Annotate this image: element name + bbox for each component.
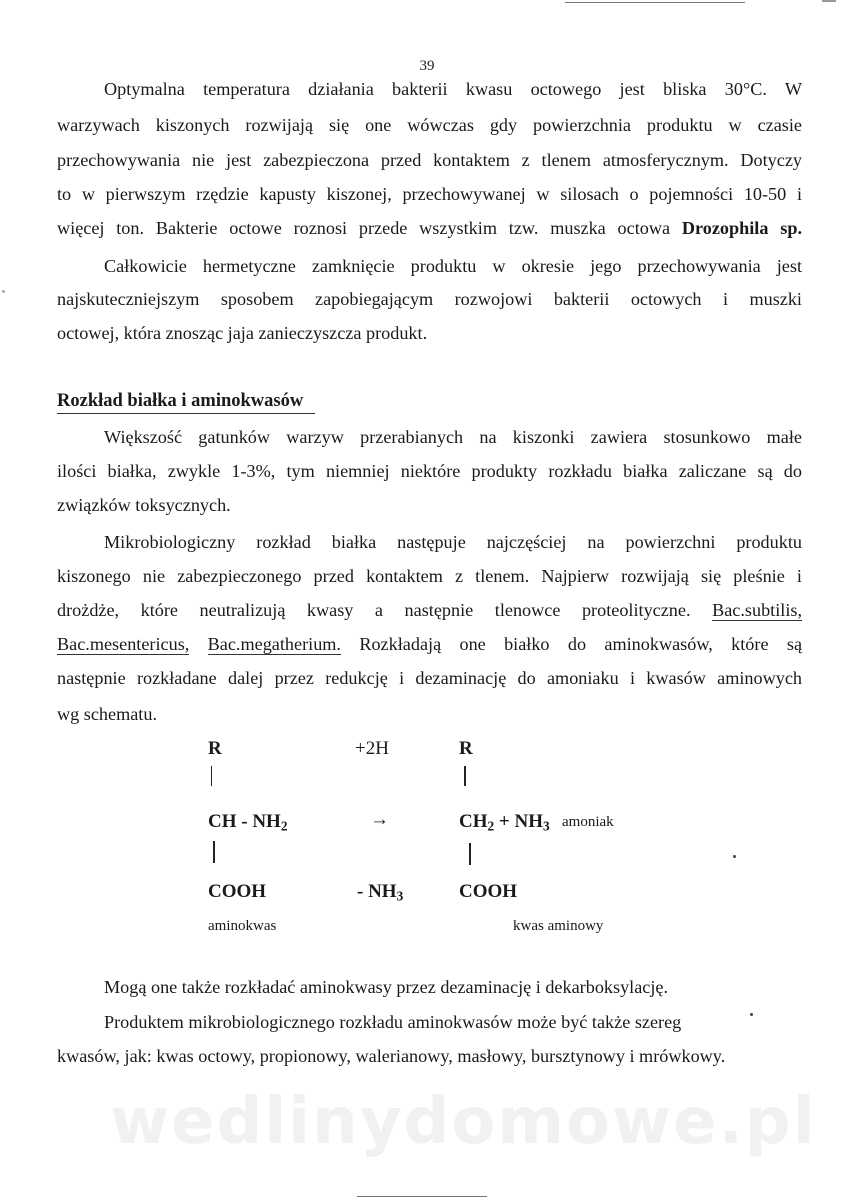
paragraph-line: najskuteczniejszym sposobem zapobiegającym rozwojowi bakterii octowych i muszki [57, 289, 802, 309]
paragraph-line [57, 598, 802, 622]
page-number: 39 [419, 58, 435, 74]
scheme-ch-nh2 [208, 810, 287, 838]
paragraph-line: kiszonego nie zabezpieczonego przed kontaktem z tlenem. Najpierw rozwijają się pleśnie i [57, 566, 802, 586]
paragraph-line [57, 632, 802, 656]
scan-mark [2, 290, 5, 293]
paragraph-line: wg schematu. [57, 704, 158, 724]
paragraph-line: Całkowicie hermetyczne zamknięcie produktu w okresie jego przechowywania jest [104, 256, 802, 276]
scheme-minus-nh3 [357, 880, 403, 908]
paragraph-line [57, 216, 802, 240]
label-amoniak: amoniak [562, 814, 614, 830]
bond-line [464, 766, 466, 786]
paragraph-line: octowej, która znosząc jaja zanieczyszcza produkt. [57, 323, 428, 343]
subscript: 3 [396, 888, 404, 904]
paragraph-line: warzywach kiszonych rozwijają się one wówczas gdy powierzchnia produktu w czasie [57, 115, 802, 135]
scan-edge-line [565, 2, 745, 3]
paragraph-line: związków toksycznych. [57, 495, 231, 515]
formula-text: - NH [357, 881, 397, 902]
scheme-products [459, 810, 550, 838]
scan-dot [733, 855, 736, 858]
reaction-arrow: → [370, 809, 389, 830]
paragraph-line: Mogą one także rozkładać aminokwasy przez dezaminację i dekarboksylację. [104, 977, 669, 997]
paragraph-line: Optymalna temperatura działania bakterii kwasu octowego jest bliska 30°C. W [104, 79, 802, 99]
paragraph-line: następnie rozkładane dalej przez redukcję i dezaminację do amoniaku i kwasów aminowych [57, 668, 802, 688]
label-kwas-aminowy: kwas aminowy [513, 918, 604, 934]
subscript: 2 [487, 818, 495, 834]
scan-mark [822, 0, 836, 2]
scheme-r-left: R [208, 738, 222, 759]
paragraph-line: Większość gatunków warzyw przerabianych na kiszonki zawiera stosunkowo małe [104, 427, 802, 447]
bacteria-name: Bac.mesentericus, [57, 634, 190, 654]
subscript: 3 [542, 818, 550, 834]
bond-line [211, 766, 212, 786]
label-aminokwas: aminokwas [208, 918, 277, 934]
paragraph-line: to w pierwszym rzędzie kapusty kiszonej, przechowywanej w silosach o pojemności 10-50 i [57, 184, 802, 204]
paragraph-text: drożdże, które neutralizują kwasy a następnie tlenowce proteolityczne. [57, 600, 691, 620]
formula-text: CH [459, 811, 488, 832]
scheme-plus-2h: +2H [355, 738, 389, 759]
scan-edge-line [357, 1196, 487, 1197]
paragraph-text: Rozkładają one białko do aminokwasów, które są [359, 634, 803, 654]
bacteria-name: Bac.subtilis, [712, 600, 803, 620]
watermark: wedlinydomowe.pl [110, 1085, 817, 1159]
section-heading: Rozkład białka i aminokwasów [57, 389, 315, 414]
scheme-cooh-right: COOH [459, 881, 518, 902]
paragraph-line: Produktem mikrobiologicznego rozkładu aminokwasów może być także szereg [104, 1012, 682, 1032]
species-name: Drozophila sp. [681, 218, 802, 238]
paragraph-text: więcej ton. Bakterie octowe roznosi przede wszystkim tzw. muszka octowa [57, 218, 671, 238]
paragraph-line: ilości białka, zwykle 1-3%, tym niemniej niektóre produkty rozkładu białka zaliczane są do [57, 461, 802, 481]
paragraph-line: przechowywania nie jest zabezpieczona przed kontaktem z tlenem atmosferycznym. Dotyczy [57, 150, 802, 170]
bond-line [213, 841, 215, 863]
paragraph-line: kwasów, jak: kwas octowy, propionowy, walerianowy, masłowy, bursztynowy i mrówkowy. [57, 1046, 726, 1066]
formula-text: + NH [494, 811, 543, 832]
subscript: 2 [280, 818, 288, 834]
bacteria-name: Bac.megatherium. [207, 634, 341, 654]
paragraph-line: Mikrobiologiczny rozkład białka następuje najczęściej na powierzchni produktu [104, 532, 802, 552]
scheme-cooh-left: COOH [208, 881, 267, 902]
scheme-r-right: R [459, 738, 473, 759]
formula-text: CH - NH [208, 811, 281, 832]
bond-line [469, 843, 471, 865]
